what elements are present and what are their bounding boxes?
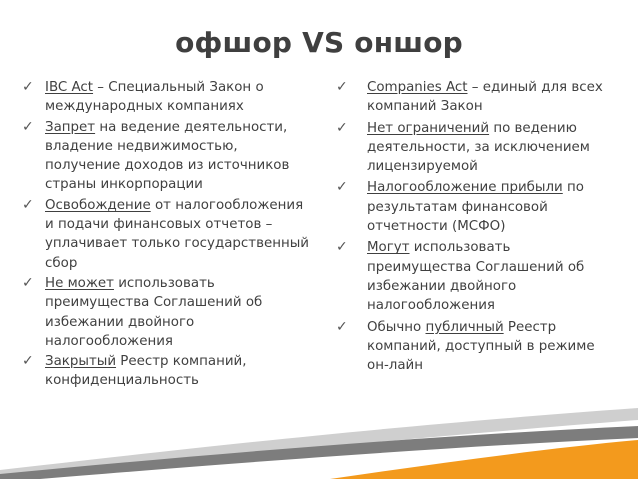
onshore-item-1-text: – единый для всех компаний Закон: [367, 80, 603, 115]
check-icon: ✓: [22, 274, 34, 291]
offshore-item-2-key: Запрет: [45, 119, 96, 135]
offshore-item-3-key: Освобождение: [45, 197, 151, 213]
check-icon: ✓: [22, 118, 34, 135]
offshore-item-4-text: использовать преимущества Соглашений об избежании двойного налогообложения: [45, 275, 263, 349]
offshore-item-3-text: от налогообложения и подачи финансовых отчетов – уплачивает только государственный сбор: [45, 197, 309, 271]
check-icon: ✓: [336, 179, 348, 196]
check-icon: ✓: [336, 79, 348, 95]
check-icon: ✓: [22, 353, 34, 370]
offshore-item-1-text: – Специальный Закон о международных компаниях: [45, 80, 264, 115]
check-icon: ✓: [336, 318, 348, 335]
onshore-item-2-text: по ведению деятельности, за исключением лицензируемой: [367, 120, 590, 175]
onshore-item-3-key: Налогообложение прибыли: [367, 180, 563, 196]
onshore-item-5-pre: Обычно: [367, 319, 426, 335]
onshore-item-3-text: по результатам финансовой отчетности (МСФО): [367, 180, 584, 235]
offshore-item-2-text: на ведение деятельности, владение недвижимостью, получение доходов из источников страны инкорпорации: [45, 119, 290, 193]
onshore-item-5-text: Реестр компаний, доступный в режиме он-лайн: [367, 319, 595, 374]
offshore-item-5-key: Закрытый: [45, 354, 117, 370]
onshore-item-4-text: использовать преимущества Соглашений об избежании двойного налогообложения: [367, 240, 585, 314]
check-icon: ✓: [22, 79, 34, 95]
check-icon: ✓: [336, 239, 348, 256]
slide-title: офшор VS оншор: [175, 26, 463, 59]
offshore-item-1-key: IBC Act: [45, 80, 94, 95]
onshore-item-2-key: Нет ограничений: [367, 120, 490, 136]
offshore-item-5-text: Реестр компаний, конфиденциальность: [45, 354, 247, 389]
offshore-item-4-key: Не может: [45, 275, 114, 291]
onshore-item-1-key: Companies Act: [367, 80, 468, 95]
onshore-item-4-key: Могут: [367, 240, 410, 256]
onshore-item-5-key: публичный: [425, 319, 504, 335]
check-icon: ✓: [22, 196, 34, 213]
check-icon: ✓: [336, 119, 348, 136]
